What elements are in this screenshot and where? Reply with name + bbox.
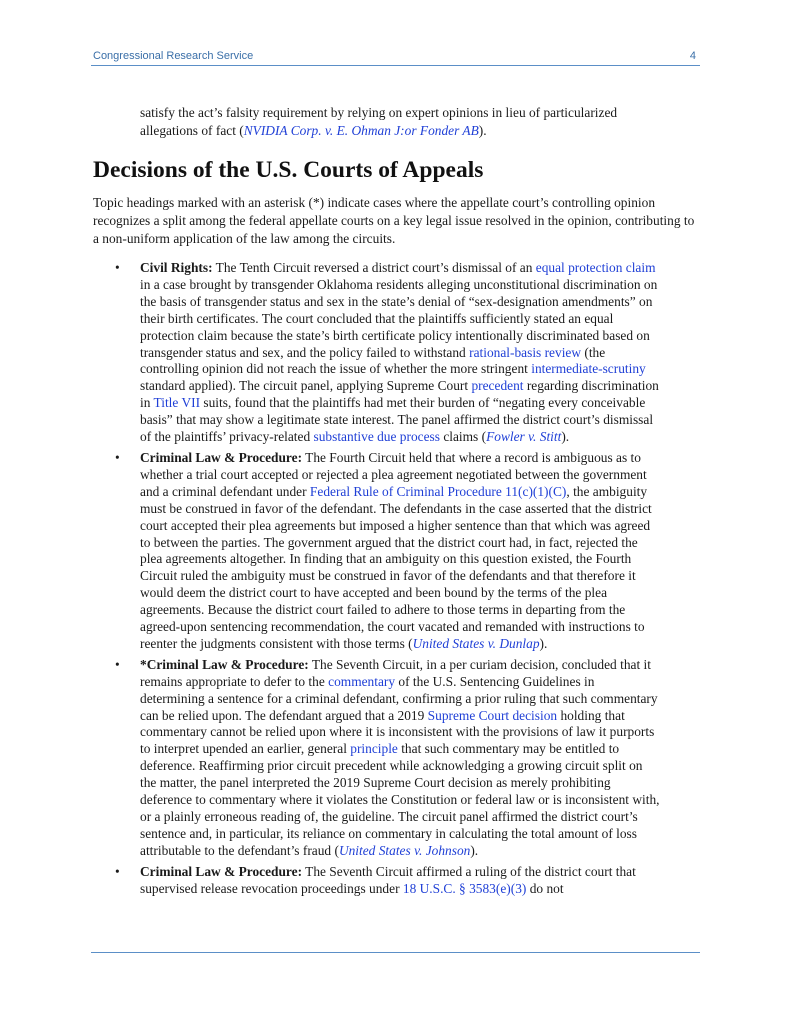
case-link-fowler[interactable]: Fowler v. Stitt: [486, 429, 562, 445]
continuation-paragraph: satisfy the act’s falsity requirement by relying on expert opinions in lieu of particularized allegations of fact (NVIDIA Corp. v. E. Ohman J:or Fonder AB).: [140, 105, 618, 138]
footer-rule: [91, 952, 700, 953]
header-rule: [91, 65, 700, 66]
decisions-list: [93, 260, 699, 898]
link-rational-basis-review[interactable]: rational-basis review: [469, 344, 582, 360]
link-commentary[interactable]: commentary: [328, 673, 396, 689]
bullet-icon: •: [115, 863, 120, 879]
link-fed-rule-crim-proc[interactable]: Federal Rule of Criminal Procedure 11(c)(1)(C): [309, 483, 567, 499]
bullet-icon: •: [115, 260, 120, 275]
list-item: • Criminal Law & Procedure: The Seventh Circuit affirmed a ruling of the district court that supervised release revocation proceedings under 18 U.S.C. § 3583(e)(3) do not: [115, 863, 636, 896]
list-item: • Criminal Law & Procedure: The Fourth Circuit held that where a record is ambiguous as to whether a trial court accepted or rejected a plea agreement negotiated between the government and a criminal defendant under Federal Rule of Criminal Procedure 11(c)(1)(C), the ambiguity must be construed in favor of the defendant. The defendants in the case asserted that the district court accepted their plea agreements but imposed a higher sentence than that which was agreed to between the parties. The government argued that the district court had, in fact, rejected the plea agreements altogether. In finding that an ambiguity on this question existed, the Fourth Circuit ruled the ambiguity must be construed in favor of the defendants and that therefore it would deem the district court to have accepted and been bound by the terms of the plea agreements. Because the district court failed to adhere to those terms in departing from the agreed-upon sentencing recommendation, the court vacated and remanded with instructions to reenter the judgments consistent with those terms (United States v. Dunlap).: [115, 449, 652, 651]
link-substantive-due-process[interactable]: substantive due process: [313, 429, 440, 445]
link-principle[interactable]: principle: [350, 741, 398, 757]
list-item: • Civil Rights: The Tenth Circuit reversed a district court’s dismissal of an equal protection claim in a case brought by transgender Oklahoma residents alleging unconstitutional discrimination on the basis of transgender status and sex in the state’s denial of “sex-designation amendments” on their birth certificates. The court concluded that the plaintiffs sufficiently stated an equal protection claim because the state’s birth certificate policy intentionally discriminated based on transgender status and sex, and the policy failed to withstand rational-basis review (the controlling opinion did not reach the issue of whether the more stringent intermediate-scrutiny standard applied). The circuit panel, applying Supreme Court precedent regarding discrimination in Title VII suits, found that the plaintiffs had met their burden of “negating every conceivable basis” that may show a legitimate state interest. The panel affirmed the district court’s dismissal of the plaintiffs’ privacy-related substantive due process claims (Fowler v. Stitt).: [115, 260, 659, 445]
link-title-vii[interactable]: Title VII: [153, 395, 201, 411]
section-title: Decisions of the U.S. Courts of Appeals: [93, 157, 484, 183]
page-content: [93, 104, 699, 902]
section-intro: Topic headings marked with an asterisk (*) indicate cases where the appellate court’s controlling opinion recognizes a split among the federal appellate courts on a key legal issue resolved in the opinion, contributing to a non-uniform application of the law among the circuits.: [93, 195, 695, 246]
link-precedent[interactable]: precedent: [471, 378, 524, 394]
link-equal-protection-claim[interactable]: equal protection claim: [535, 260, 656, 275]
bullet-icon: •: [115, 656, 120, 672]
link-supreme-court-decision[interactable]: Supreme Court decision: [427, 707, 558, 723]
case-link-nvidia[interactable]: NVIDIA Corp. v. E. Ohman J:or Fonder AB: [243, 123, 479, 138]
link-intermediate-scrutiny[interactable]: intermediate-scrutiny: [531, 361, 646, 377]
case-link-johnson[interactable]: United States v. Johnson: [338, 842, 471, 858]
list-item: • *Criminal Law & Procedure: The Seventh Circuit, in a per curiam decision, concluded that it remains appropriate to defer to the commentary of the U.S. Sentencing Guidelines in determining a sentence for a criminal defendant, confirming a prior ruling that such commentary can be relied upon. The defendant argued that a 2019 Supreme Court decision holding that commentary cannot be relied upon where it is inconsistent with the provisions of law it purports to interpret upended an earlier, general principle that such commentary may be entitled to deference. Reaffirming prior circuit precedent while acknowledging a growing circuit split on the matter, the panel interpreted the 2019 Supreme Court decision as merely prohibiting deference to commentary where it violates the Constitution or federal law or is inconsistent with, or a plainly erroneous reading of, the guideline. The circuit panel affirmed the district court’s sentence and, in particular, its reliance on commentary in calculating the total amount of loss attributable to the defendant’s fraud (United States v. Johnson).: [115, 656, 660, 858]
case-link-dunlap[interactable]: United States v. Dunlap: [412, 635, 540, 651]
link-usc-3583[interactable]: 18 U.S.C. § 3583(e)(3): [402, 880, 527, 896]
page-number: 4: [689, 50, 696, 62]
running-header-org: Congressional Research Service: [93, 50, 254, 62]
bullet-icon: •: [115, 449, 120, 465]
